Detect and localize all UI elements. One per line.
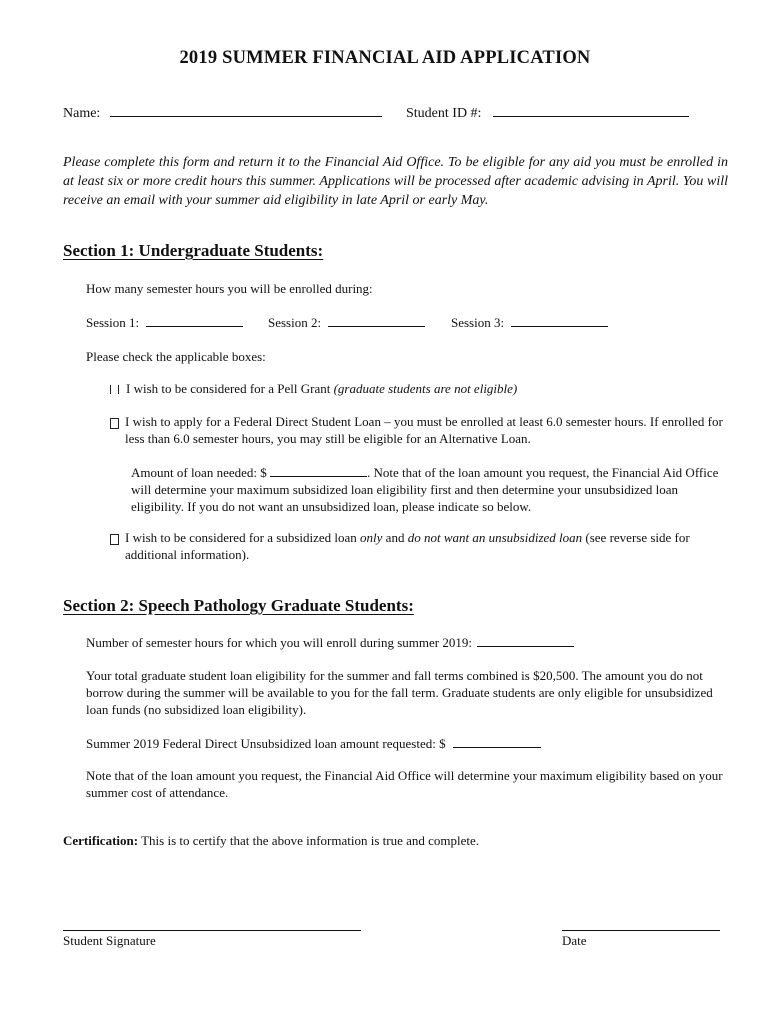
session2-row bbox=[268, 314, 425, 331]
direct-loan-label: I wish to apply for a Federal Direct Student Loan – you must be enrolled at least 6.0 semester hours. If enrolled for less than 6.0 semester hours, you may still be eligible for an Alternative Loan. bbox=[125, 414, 723, 446]
direct-loan-checkbox-wrap bbox=[110, 415, 126, 433]
name-field[interactable] bbox=[110, 104, 382, 117]
grad-hours-label: Number of semester hours for which you will enroll during summer 2019: bbox=[86, 635, 472, 650]
student-signature-line[interactable] bbox=[63, 930, 361, 931]
subsidized-only-checkbox[interactable] bbox=[110, 534, 119, 545]
student-id-field[interactable] bbox=[493, 104, 689, 117]
session3-row bbox=[451, 314, 608, 331]
check-prompt: Please check the applicable boxes: bbox=[86, 349, 266, 364]
subsidized-text-a: I wish to be considered for a subsidized loan bbox=[125, 530, 361, 545]
session1-field[interactable] bbox=[146, 314, 243, 327]
name-label: Name: bbox=[63, 106, 101, 121]
subsidized-checkbox-wrap bbox=[110, 531, 126, 549]
grad-amount-row bbox=[86, 735, 541, 752]
session1-label: Session 1: bbox=[86, 315, 140, 330]
session2-label: Session 2: bbox=[268, 315, 322, 330]
name-row bbox=[63, 104, 382, 122]
session1-row bbox=[86, 314, 243, 331]
direct-loan-checkbox[interactable] bbox=[110, 418, 119, 429]
grad-hours-row bbox=[86, 634, 574, 651]
pell-grant-note: (graduate students are not eligible) bbox=[333, 381, 518, 396]
section2-heading: Section 2: Speech Pathology Graduate Students: bbox=[63, 596, 414, 615]
certification-statement bbox=[63, 833, 479, 849]
loan-amount-field[interactable] bbox=[270, 464, 367, 477]
subsidized-text-and: and bbox=[382, 530, 408, 545]
session3-field[interactable] bbox=[511, 314, 608, 327]
session2-field[interactable] bbox=[328, 314, 425, 327]
section1-heading: Section 1: Undergraduate Students: bbox=[63, 241, 324, 260]
instructions-paragraph: Please complete this form and return it to the Financial Aid Office. To be eligible for any aid you must be enrolled in at least six or more credit hours this summer. Applications will be processed after academic advising in April. You will receive an email with your summer aid eligibility in late April or early May. bbox=[63, 155, 728, 208]
loan-amount-paragraph bbox=[131, 464, 726, 515]
subsidized-text-no-unsub: do not want an unsubsidized loan bbox=[407, 530, 583, 545]
student-id-row bbox=[406, 104, 689, 122]
student-id-label: Student ID #: bbox=[406, 106, 482, 121]
certification-label: Certification: bbox=[63, 833, 139, 848]
subsidized-only-label bbox=[125, 529, 725, 563]
subsidized-text-e: (see reverse side for additional information). bbox=[125, 530, 690, 562]
certification-text: This is to certify that the above information is true and complete. bbox=[138, 833, 480, 848]
session3-label: Session 3: bbox=[451, 315, 505, 330]
date-line[interactable] bbox=[562, 930, 720, 931]
pell-grant-checkbox[interactable] bbox=[110, 385, 119, 394]
loan-amount-note: . Note that of the loan amount you request, the Financial Aid Office will determine your maximum subsidized loan eligibility first and then determine your unsubsidized loan eligibility. If you do not want an unsubsidized loan, please indicate so below. bbox=[131, 465, 719, 514]
loan-amount-label: Amount of loan needed: $ bbox=[131, 465, 267, 480]
pell-grant-label: I wish to be considered for a Pell Grant bbox=[126, 381, 334, 396]
grad-hours-field[interactable] bbox=[477, 634, 574, 647]
date-label: Date bbox=[562, 933, 587, 948]
subsidized-text-only: only bbox=[360, 530, 383, 545]
form-title: 2019 SUMMER FINANCIAL AID APPLICATION bbox=[179, 48, 591, 68]
grad-amount-label: Summer 2019 Federal Direct Unsubsidized loan amount requested: $ bbox=[86, 736, 446, 751]
pell-grant-option bbox=[110, 381, 517, 397]
grad-note-paragraph: Note that of the loan amount you request, the Financial Aid Office will determine your maximum eligibility based on your summer cost of attendance. bbox=[86, 768, 723, 800]
student-signature-label: Student Signature bbox=[63, 933, 156, 948]
grad-amount-field[interactable] bbox=[453, 735, 541, 748]
grad-eligibility-paragraph: Your total graduate student loan eligibility for the summer and fall terms combined is $20,500. The amount you do not borrow during the summer will be available to you for the fall term. Graduate students are only eligible for unsubsidized loan funds (no subsidized loan eligibility). bbox=[86, 668, 713, 717]
hours-question: How many semester hours you will be enrolled during: bbox=[86, 281, 373, 296]
